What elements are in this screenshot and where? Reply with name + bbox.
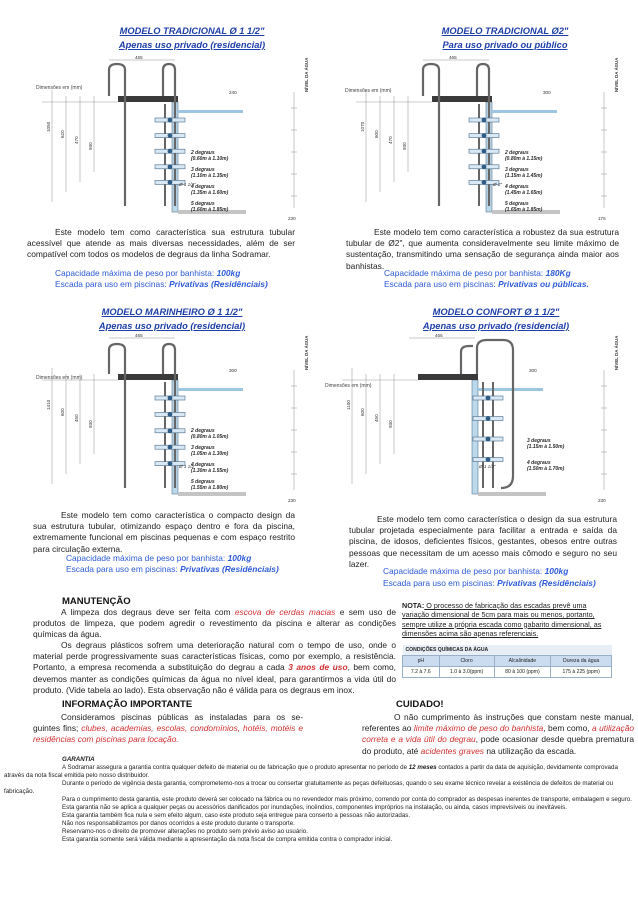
model-1-technical-drawing xyxy=(22,56,322,224)
handrail-left xyxy=(109,64,125,206)
water-surface xyxy=(178,388,243,391)
maintenance-paragraph-2: Os degraus plásticos sofrem uma deterioração natural com o tempo de uso, onde o material perde progressivamente suas características físicas, como por exemplo, a resistência. Portanto, a empresa recomenda a substituição do degrau a cada 3 anos de uso, bem como, devemos manter as condições químicas da água no nível ideal, para garantirmos a vida útil do produto. (Vide tabela ao lado). Esta observação não é válida para os degraus em inox. xyxy=(33,640,396,695)
step-bolt xyxy=(168,118,173,123)
water-chemistry-title: CONDIÇÕES QUÍMICAS DA ÁGUA xyxy=(403,645,612,656)
model-1-description: Este modelo tem como característica sua estrutura tubular acessível que atende as mais diversas necessidades, além de ser compatível com todos os modelos de degraus da linha Sodramar. xyxy=(27,227,295,260)
water-level-label: NÍVEL DA ÁGUA xyxy=(614,335,619,370)
step-range-label: 2 degraus (0.80m à 1.05m) xyxy=(191,428,229,440)
dimension-deck: 240 xyxy=(229,90,237,95)
model-3-usage: Escada para uso em piscinas: Privativas (Residênciais) xyxy=(66,564,279,574)
step-bolt xyxy=(482,133,487,138)
step-range-label: 5 degraus (1.65m à 1.85m) xyxy=(505,201,543,213)
dimension-vertical: 470 xyxy=(74,136,79,144)
model-3-technical-drawing xyxy=(22,334,322,506)
step-bolt xyxy=(168,164,173,169)
water-surface xyxy=(178,110,243,113)
warranty-line: A Sodramar assegura a garantia contra qualquer defeito de material ou de fabricação que o produto apresentar no período de 12 meses contados a partir da data de aquisição, devidamente comprovada através da nota fiscal emitida pelo nosso distribuidor. xyxy=(4,764,618,780)
model-2-capacity: Capacidade máxima de peso por banhista: 180Kg xyxy=(384,268,571,278)
step-bolt xyxy=(482,164,487,169)
important-info-text: Consideramos piscinas públicas as instaladas para os se- guintes fins; clubes, academias, escolas, condomínios, hotéis, motéis e residências com piscinas para locação. xyxy=(33,712,303,745)
warranty-line: Esta garantia somente será válida mediante a apresentação da nota fiscal de compra emitida contra o comprador inicial. xyxy=(62,836,393,844)
model-3-title: MODELO MARINHEIRO Ø 1 1/2" xyxy=(101,307,243,317)
dimension-vertical: 600 xyxy=(60,408,65,416)
step-range-label: 3 degraus (1.10m à 1.35m) xyxy=(191,167,229,179)
model-1-usage: Escada para uso em piscinas: Privativas (Residênciais) xyxy=(55,279,268,289)
step-bolt xyxy=(168,396,173,401)
step-bolt xyxy=(168,412,173,417)
dimension-vertical: 600 xyxy=(360,408,365,416)
step-range-label: 3 degraus (1.15m à 1.45m) xyxy=(505,167,543,179)
deck-slab xyxy=(118,96,178,102)
step-bolt xyxy=(482,180,487,185)
model-1-capacity: Capacidade máxima de peso por banhista: 100kg xyxy=(55,268,241,278)
dimension-vertical: 620 xyxy=(60,130,65,138)
handrail-left xyxy=(109,344,125,488)
model-4-description: Este modelo tem como característica o design da sua estrutura tubular projetada especialmente para facilitar a entrada e saída da piscina, de idosos, deficientes físicos, gestantes, obesos entre outras pessoas que necessitam de um acesso mais cômodo e seguro no seu lazer. xyxy=(349,514,617,569)
step-range-label: 3 degraus (1.05m à 1.30m) xyxy=(191,445,229,457)
step-range-label: 2 degraus (0.60m à 1.10m) xyxy=(191,150,229,162)
water-level-label: NÍVEL DA ÁGUA xyxy=(304,335,309,370)
step-range-label: 5 degraus (1.55m à 1.80m) xyxy=(191,479,229,491)
dimension-bottom: 175 xyxy=(598,216,606,221)
water-level-label: NÍVEL DA ÁGUA xyxy=(304,57,309,92)
maintenance-title: MANUTENÇÃO xyxy=(62,596,131,607)
step-bolt xyxy=(168,180,173,185)
dimension-deck: 300 xyxy=(229,368,237,373)
chem-header: Cloro xyxy=(439,656,494,667)
model-3-subtitle: Apenas uso privado (residencial) xyxy=(98,321,246,331)
step-range-label: 2 degraus (0.80m à 1.15m) xyxy=(505,150,543,162)
warranty-line: Reservamo-nos o direito de promover alterações no produto sem prévio aviso ao usuário. xyxy=(62,828,308,836)
warranty-title: GARANTIA xyxy=(62,756,95,763)
step-range-label: 3 degraus (1.15m à 1.50m) xyxy=(527,438,565,450)
model-1-subtitle: Apenas uso privado (residencial) xyxy=(118,40,266,50)
model-4-subtitle: Apenas uso privado (residencial) xyxy=(422,321,570,331)
step-range-label: 4 degraus (1.35m à 1.60m) xyxy=(191,184,229,196)
pool-floor xyxy=(178,492,246,496)
step-bolt xyxy=(168,445,173,450)
model-2-usage: Escada para uso em piscinas: Privativas ou públicas. xyxy=(384,279,589,289)
dimension-vertical: 1070 xyxy=(360,121,365,132)
step-bolt xyxy=(482,118,487,123)
tube-diameter-label: Ø 2" xyxy=(493,182,503,187)
step-range-label: 4 degraus (1.45m à 1.65m) xyxy=(505,184,543,196)
model-1-dimensions-label: Dimensões em (mm) xyxy=(36,85,83,91)
model-2-title: MODELO TRADICIONAL Ø2" xyxy=(441,26,569,36)
dimension-vertical: 1100 xyxy=(346,400,351,410)
step-bolt xyxy=(486,416,491,421)
step-bolt xyxy=(168,428,173,433)
warning-title: CUIDADO! xyxy=(396,699,444,710)
dimension-vertical: 930 xyxy=(88,142,93,150)
dimension-bottom: 230 xyxy=(288,498,296,503)
dimension-top-width: 465 xyxy=(135,56,143,60)
warranty-line: Esta garantia não se aplica a qualquer peças ou acessórios danificados por inundações, incêndios, componentes impróprios na instalação, ou ainda, casos imprevisíveis ou inevitáveis. xyxy=(62,804,567,812)
step-range-label: 4 degraus (1.50m à 1.70m) xyxy=(527,460,565,472)
warranty-line: Esta garantia também fica nula e sem efeito algum, caso este produto seja entregue para conserto a pessoas não autorizadas. xyxy=(62,812,411,820)
water-surface xyxy=(478,388,543,391)
dimension-vertical: 1410 xyxy=(46,399,51,410)
step-bolt xyxy=(482,149,487,154)
step-bolt xyxy=(486,437,491,442)
dimension-vertical: 470 xyxy=(388,136,393,144)
handrail-inner xyxy=(461,346,473,374)
model-2-dimensions-label: Dimensões em (mm) xyxy=(345,88,392,94)
dimension-vertical: 930 xyxy=(88,420,93,428)
warning-text: O não cumprimento às instruções que constam neste manual, referentes ao limite máximo de peso do banhista, bem como, a utilização correta e a vida útil do degrau, pode ocasionar desde quebra prematura do produto, até acidentes graves na utilização da escada. xyxy=(362,712,635,756)
step-bolt xyxy=(486,457,491,462)
warranty-line: Durante o período de vigência desta garantia, comprometemo-nos a trocar ou consertar gratuitamente as peças defeituosas, quando o seu exame técnico revelar a existência de defeitos de material ou fabricação. xyxy=(4,780,614,796)
dimension-top-width: 465 xyxy=(135,334,143,338)
chem-header: Dureza da água xyxy=(551,656,612,667)
warranty-line: Não nos responsabilizamos por danos ocorridos a este produto durante o transporte. xyxy=(62,820,295,828)
tube-diameter-label: Ø 1 1/2" xyxy=(479,464,496,469)
water-chemistry-table xyxy=(402,645,612,678)
dimension-vertical: 1050 xyxy=(46,121,51,132)
model-3-dimensions-label: Dimensões em (mm) xyxy=(36,375,83,381)
handrail-left xyxy=(423,64,439,206)
chem-value: 7.2 à 7.6 xyxy=(403,667,440,678)
dimension-bottom: 230 xyxy=(598,498,606,503)
dimension-note: NOTA: O processo de fabricação das escadas prevê uma variação dimensional de 5cm para mais ou menos, portanto, sempre utilize a própria escada como gabarito dimensional, as dimensões acima são apenas referenciais. xyxy=(402,601,602,638)
water-level-label: NÍVEL DA ÁGUA xyxy=(614,57,619,92)
deck-slab xyxy=(432,96,492,102)
model-4-capacity: Capacidade máxima de peso por banhista: 100kg xyxy=(383,566,569,576)
dimension-vertical: 450 xyxy=(374,414,379,422)
maintenance-paragraph-1: A limpeza dos degraus deve ser feita com escova de cerdas macias e sem uso de produtos de limpeza, que podem agredir o revestimento da piscina e alterar as condições químicas da água. xyxy=(33,607,397,640)
important-info-title: INFORMAÇÃO IMPORTANTE xyxy=(62,699,193,710)
model-4-usage: Escada para uso em piscinas: Privativas (Residênciais) xyxy=(383,578,596,588)
model-2-technical-drawing xyxy=(336,56,632,224)
model-1-title: MODELO TRADICIONAL Ø 1 1/2" xyxy=(119,26,265,36)
dimension-top-width: 465 xyxy=(435,334,443,338)
step-range-label: 5 degraus (1.60m à 1.85m) xyxy=(191,201,229,213)
deck-slab xyxy=(418,374,478,380)
chem-value: 175 à 225 (ppm) xyxy=(551,667,612,678)
chem-value: 1.0 à 3.0(ppm) xyxy=(439,667,494,678)
dimension-top-width: 465 xyxy=(449,56,457,60)
chem-value: 80 à 100 (ppm) xyxy=(494,667,551,678)
step-bolt xyxy=(168,133,173,138)
step-bolt xyxy=(168,461,173,466)
chem-header: Alcalinidade xyxy=(494,656,551,667)
dimension-vertical: 930 xyxy=(388,420,393,428)
dimension-vertical: 930 xyxy=(402,142,407,150)
tube-diameter-label: Ø 1 1/2" xyxy=(179,182,196,187)
model-3-capacity: Capacidade máxima de peso por banhista: 100kg xyxy=(66,553,252,563)
chem-header: pH xyxy=(403,656,440,667)
warranty-line: Para o cumprimento desta garantia, este produto deverá ser colocado na fábrica ou no revendedor mais próximo, correndo por conta do comprador as despesas inerentes de transporte, embalagem e seguro. xyxy=(62,796,632,804)
step-range-label: 4 degraus (1.30m à 1.55m) xyxy=(191,462,229,474)
warranty-section xyxy=(4,756,632,845)
step-bolt xyxy=(168,149,173,154)
model-4-dimensions-label: Dimensões em (mm) xyxy=(325,383,372,389)
model-2-description: Este modelo tem como característica a robustez da sua estrutura tubular de Ø2", que aumenta consideravelmente seu limite máximo de sustentação, transmitindo uma sensação de segurança ainda maior aos banhistas. xyxy=(346,227,619,271)
pool-floor xyxy=(478,492,546,496)
model-2-subtitle: Para uso privado ou público xyxy=(442,40,568,50)
dimension-deck: 300 xyxy=(543,90,551,95)
dimension-bottom: 230 xyxy=(288,216,296,221)
model-3-description: Este modelo tem como característica o compacto design da sua estrutura tubular, otimizando espaço dentro e fora da piscina, extremamente funcional em piscinas pequenas e com espaço restrito para circulação externa. xyxy=(33,510,295,554)
deck-slab xyxy=(118,374,178,380)
model-4-title: MODELO CONFORT Ø 1 1/2" xyxy=(432,307,560,317)
model-4-technical-drawing xyxy=(322,334,632,506)
step-bolt xyxy=(486,396,491,401)
dimension-vertical: 600 xyxy=(374,130,379,138)
water-surface xyxy=(492,110,557,113)
dimension-deck: 300 xyxy=(529,368,537,373)
dimension-vertical: 450 xyxy=(74,414,79,422)
tube-diameter-label: Ø 1 1/2" xyxy=(179,464,196,469)
